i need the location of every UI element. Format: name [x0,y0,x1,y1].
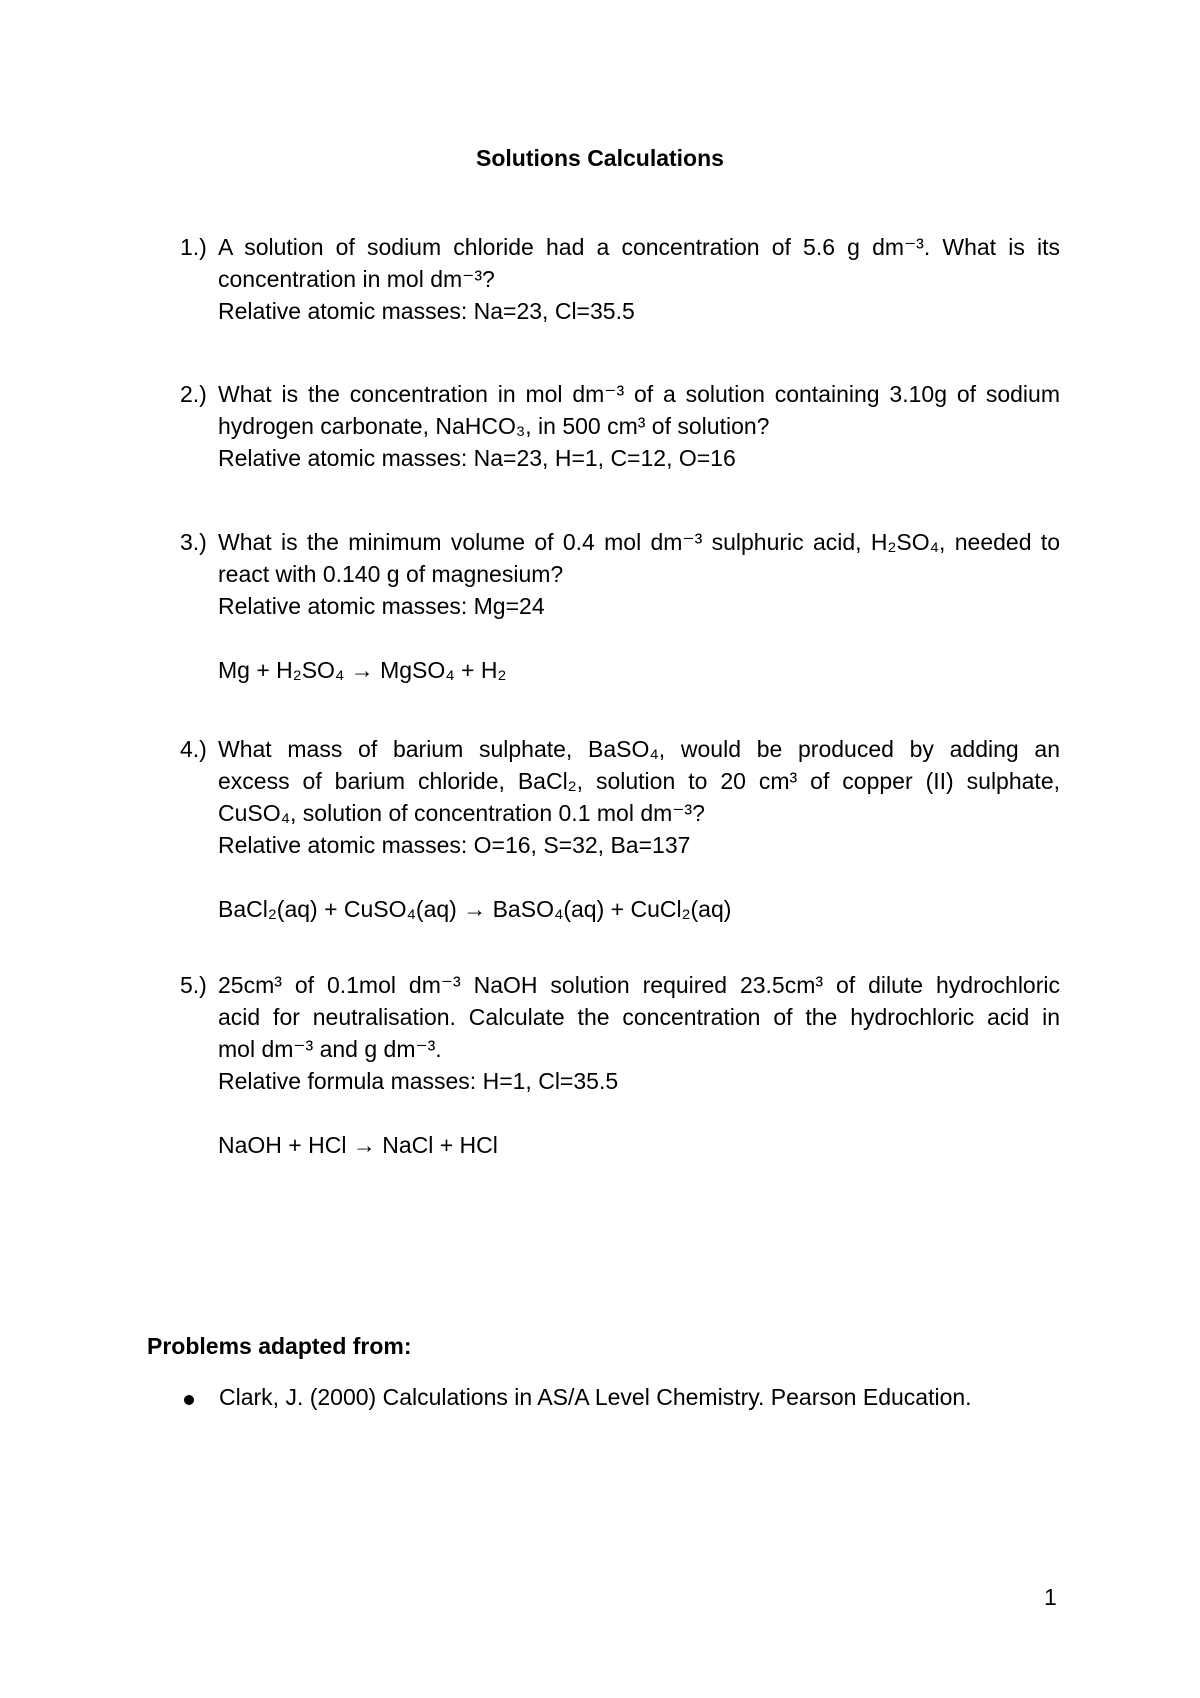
references-heading: Problems adapted from: [147,1333,412,1359]
question-line: Relative atomic masses: Na=23, H=1, C=12, O=16 [218,445,736,471]
question-line: Relative atomic masses: Na=23, Cl=35.5 [218,298,635,324]
page-title: Solutions Calculations [476,145,724,171]
question-line: react with 0.140 g of magnesium? [218,561,564,587]
question-line: Relative atomic masses: Mg=24 [218,593,545,619]
question-line: 25cm³ of 0.1mol dm⁻³ NaOH solution required 23.5cm³ of dilute hydrochloric [218,972,1060,998]
question-number: 4.) [180,736,207,762]
chemical-equation: Mg + H₂SO₄ → MgSO₄ + H₂ [218,657,507,683]
page-number: 1 [1044,1584,1057,1610]
question-line: excess of barium chloride, BaCl₂, solution to 20 cm³ of copper (II) sulphate, [218,768,1060,794]
chemical-equation: NaOH + HCl → NaCl + HCl [218,1132,498,1158]
question-line: hydrogen carbonate, NaHCO₃, in 500 cm³ of solution? [218,413,770,439]
question-line: Relative formula masses: H=1, Cl=35.5 [218,1068,619,1094]
question-number: 3.) [180,529,207,555]
question-line: What is the concentration in mol dm⁻³ of a solution containing 3.10g of sodium [218,381,1060,407]
question-line: What mass of barium sulphate, BaSO₄, would be produced by adding an [218,736,1060,762]
question-number: 1.) [180,234,207,260]
question-line: Relative atomic masses: O=16, S=32, Ba=137 [218,832,691,858]
question-number: 2.) [180,381,207,407]
question-line: acid for neutralisation. Calculate the concentration of the hydrochloric acid in [218,1004,1060,1030]
question-line: What is the minimum volume of 0.4 mol dm⁻³ sulphuric acid, H₂SO₄, needed to [218,529,1060,555]
reference-item: Clark, J. (2000) Calculations in AS/A Level Chemistry. Pearson Education. [219,1384,972,1410]
question-line: CuSO₄, solution of concentration 0.1 mol dm⁻³? [218,800,705,826]
bullet-icon [184,1395,194,1405]
chemical-equation: BaCl₂(aq) + CuSO₄(aq) → BaSO₄(aq) + CuCl₂(aq) [218,896,732,922]
question-line: mol dm⁻³ and g dm⁻³. [218,1036,442,1062]
question-line: A solution of sodium chloride had a concentration of 5.6 g dm⁻³. What is its [218,234,1060,260]
question-number: 5.) [180,972,207,998]
question-line: concentration in mol dm⁻³? [218,266,495,292]
